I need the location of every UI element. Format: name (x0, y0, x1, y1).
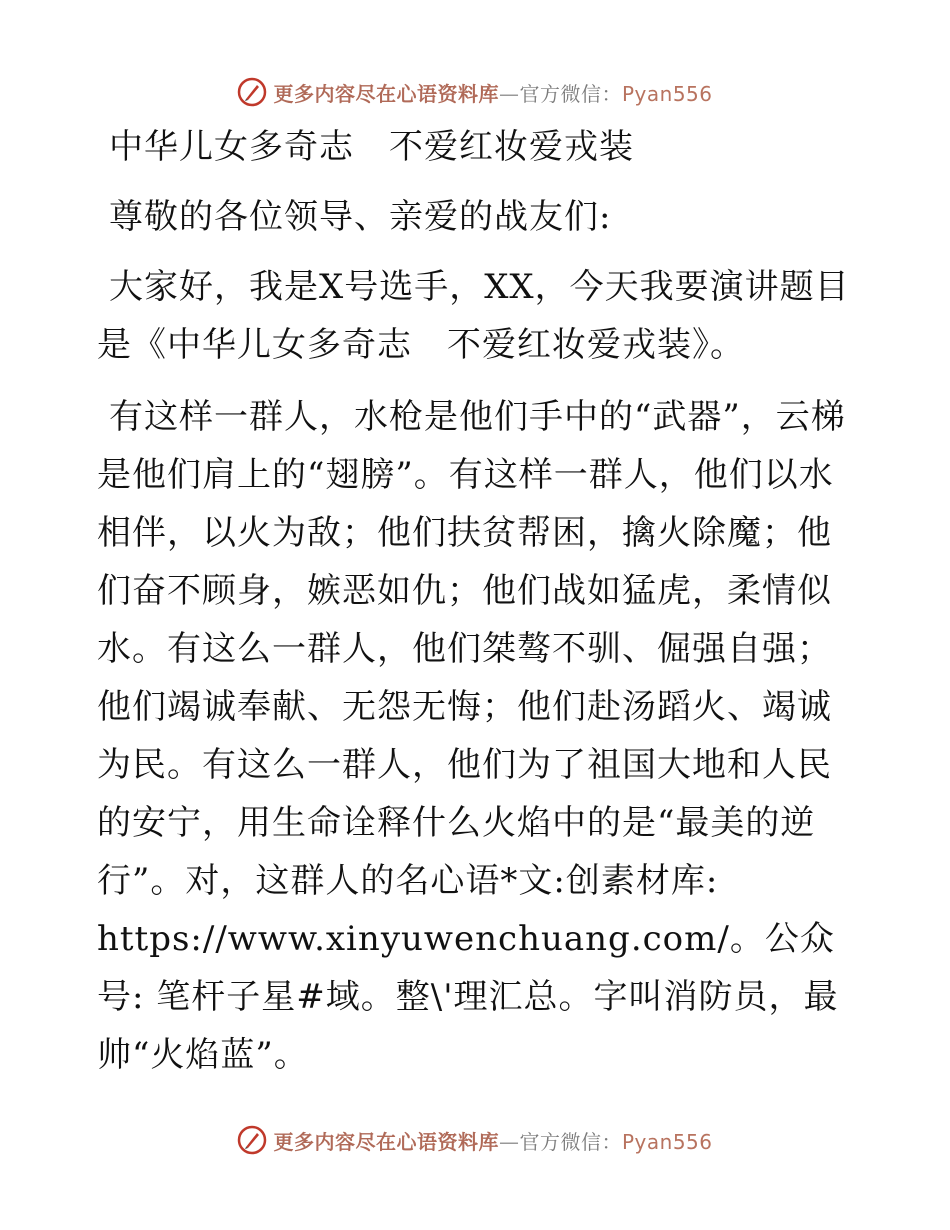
banner-wechat-id: Pyan556 (621, 1129, 713, 1154)
banner-brand: 更多内容尽在心语资料库 (273, 81, 499, 106)
intro-paragraph: 大家好，我是X号选手，XX，今天我要演讲题目是《中华儿女多奇志 不爱红妆爱戎装》。 (97, 267, 850, 365)
banner-wechat-label: 官方微信： (519, 81, 622, 106)
banner-separator: — (498, 1129, 520, 1154)
footer-banner (0, 1120, 950, 1160)
quill-logo-icon (237, 77, 267, 107)
quill-logo-icon (237, 1125, 267, 1155)
banner-separator: — (498, 81, 520, 106)
body-paragraph: 有这样一群人，水枪是他们手中的“武器”，云梯是他们肩上的“翅膀”。有这样一群人，他们以水相伴，以火为敌；他们扶贫帮困，擒火除魔；他们奋不顾身，嫉恶如仇；他们战如猛虎，柔情似水。有这么一群人，他们桀骜不驯、倔强自强；他们竭诚奉献、无怨无悔；他们赴汤蹈火、竭诚为民。有这么一群人，他们为了祖国大地和人民的安宁，用生命诠释什么火焰中的是“最美的逆行”。对，这群人的名心语*文:创素材库: https://www.xinyuwenchuang.com/。公众号: 笔杆子星#域。整\'理汇总。字叫消防员，最帅“火焰蓝”。 (97, 397, 846, 1075)
document-body (97, 118, 857, 1084)
banner-brand: 更多内容尽在心语资料库 (273, 1129, 499, 1154)
greeting-line: 尊敬的各位领导、亲爱的战友们: (109, 197, 612, 237)
document-title: 中华儿女多奇志 不爱红妆爱戎装 (109, 127, 634, 167)
banner-wechat-id: Pyan556 (621, 81, 713, 106)
header-banner (0, 72, 950, 112)
banner-wechat-label: 官方微信： (519, 1129, 622, 1154)
